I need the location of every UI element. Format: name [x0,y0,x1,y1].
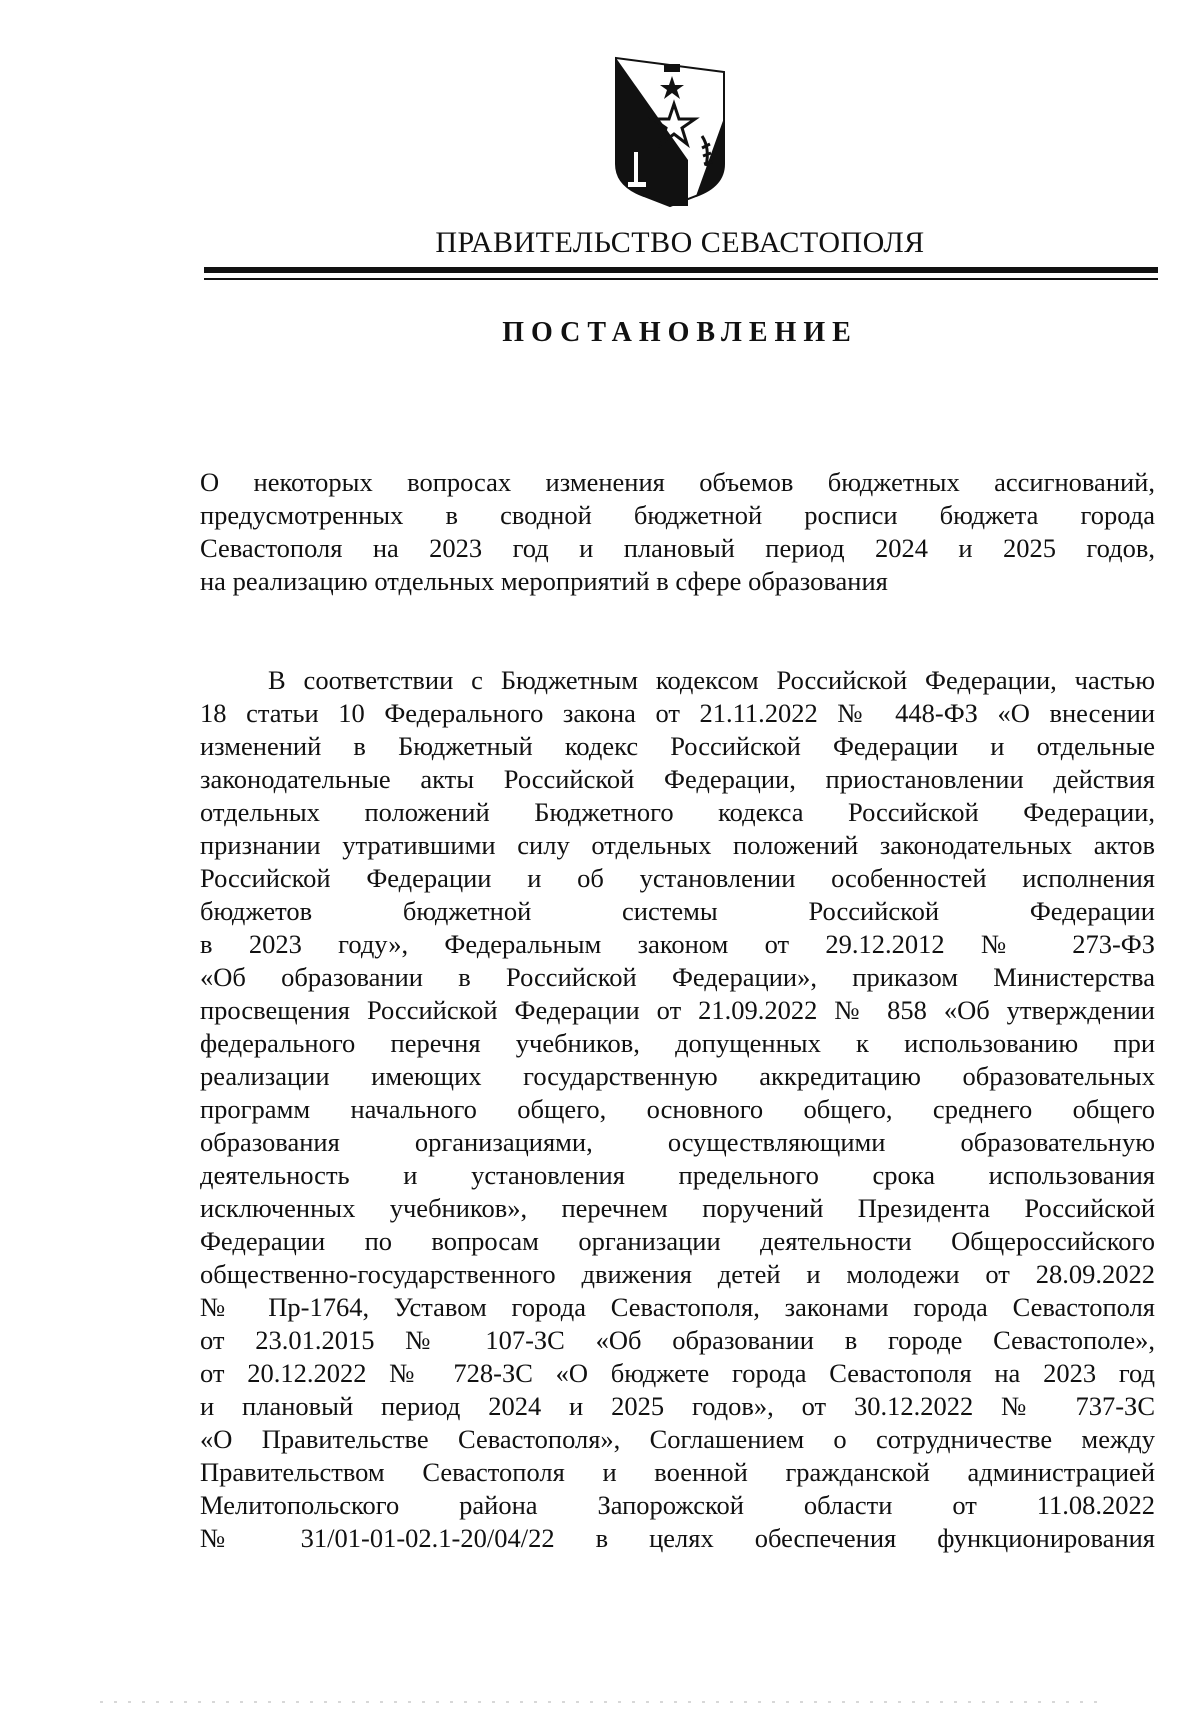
subject-line: О некоторых вопросах изменения объемов бюджетных ассигнований, [200,467,1155,497]
scan-footer-artifact [100,1701,1100,1703]
subject-line: Севастополя на 2023 год и плановый период 2024 и 2025 годов, [200,533,1155,563]
body-line: деятельность и установления предельного срока использования [200,1160,1155,1190]
sevastopol-coat-of-arms [610,56,730,208]
body-line: федерального перечня учебников, допущенных к использованию при [200,1028,1155,1058]
body-line: от 23.01.2015 № 107-ЗС «Об образовании в городе Севастополе», [200,1325,1155,1355]
body-line: Российской Федерации и об установлении особенностей исполнения [200,863,1155,893]
body-line: Федерации по вопросам организации деятельности Общероссийского [200,1226,1155,1256]
body-line: общественно-государственного движения детей и молодежи от 28.09.2022 [200,1259,1155,1289]
body-line: от 20.12.2022 № 728-ЗС «О бюджете города Севастополя на 2023 год [200,1358,1155,1388]
header-rule-thick [204,267,1158,273]
body-line: Правительством Севастополя и военной гражданской администрацией [200,1457,1155,1487]
resolution-body [200,664,1155,1555]
body-line: исключенных учебников», перечнем поручений Президента Российской [200,1193,1155,1223]
body-line: просвещения Российской Федерации от 21.09.2022 № 858 «Об утверждении [200,995,1155,1025]
subject-line: на реализацию отдельных мероприятий в сфере образования [200,566,888,596]
government-title: ПРАВИТЕЛЬСТВО СЕВАСТОПОЛЯ [435,226,925,259]
body-line: отдельных положений Бюджетного кодекса Российской Федерации, [200,797,1155,827]
resolution-subject [200,466,1155,598]
body-line: и плановый период 2024 и 2025 годов», от 30.12.2022 № 737-ЗС [200,1391,1155,1421]
body-line: «Об образовании в Российской Федерации», приказом Министерства [200,962,1155,992]
body-line: законодательные акты Российской Федерации, приостановлении действия [200,764,1155,794]
body-line: в 2023 году», Федеральным законом от 29.12.2012 № 273-ФЗ [200,929,1155,959]
body-line: образования организациями, осуществляющими образовательную [200,1127,1155,1157]
subject-line: предусмотренных в сводной бюджетной росписи бюджета города [200,500,1155,530]
header-rule-thin [204,278,1158,280]
body-line: № Пр-1764, Уставом города Севастополя, законами города Севастополя [200,1292,1155,1322]
body-line: «О Правительстве Севастополя», Соглашением о сотрудничестве между [200,1424,1155,1454]
body-line: бюджетов бюджетной системы Российской Федерации [200,896,1155,926]
body-line: изменений в Бюджетный кодекс Российской Федерации и отдельные [200,731,1155,761]
document-type-title: ПОСТАНОВЛЕНИЕ [502,317,858,348]
body-line: программ начального общего, основного общего, среднего общего [200,1094,1155,1124]
body-line: реализации имеющих государственную аккредитацию образовательных [200,1061,1155,1091]
body-line: признании утратившими силу отдельных положений законодательных актов [200,830,1155,860]
body-line: 18 статьи 10 Федерального закона от 21.11.2022 № 448-ФЗ «О внесении [200,698,1155,728]
body-line: В соответствии с Бюджетным кодексом Российской Федерации, частью [268,665,1155,695]
body-line: Мелитопольского района Запорожской области от 11.08.2022 [200,1490,1155,1520]
body-line: № 31/01-01-02.1-20/04/22 в целях обеспечения функционирования [200,1523,1155,1553]
